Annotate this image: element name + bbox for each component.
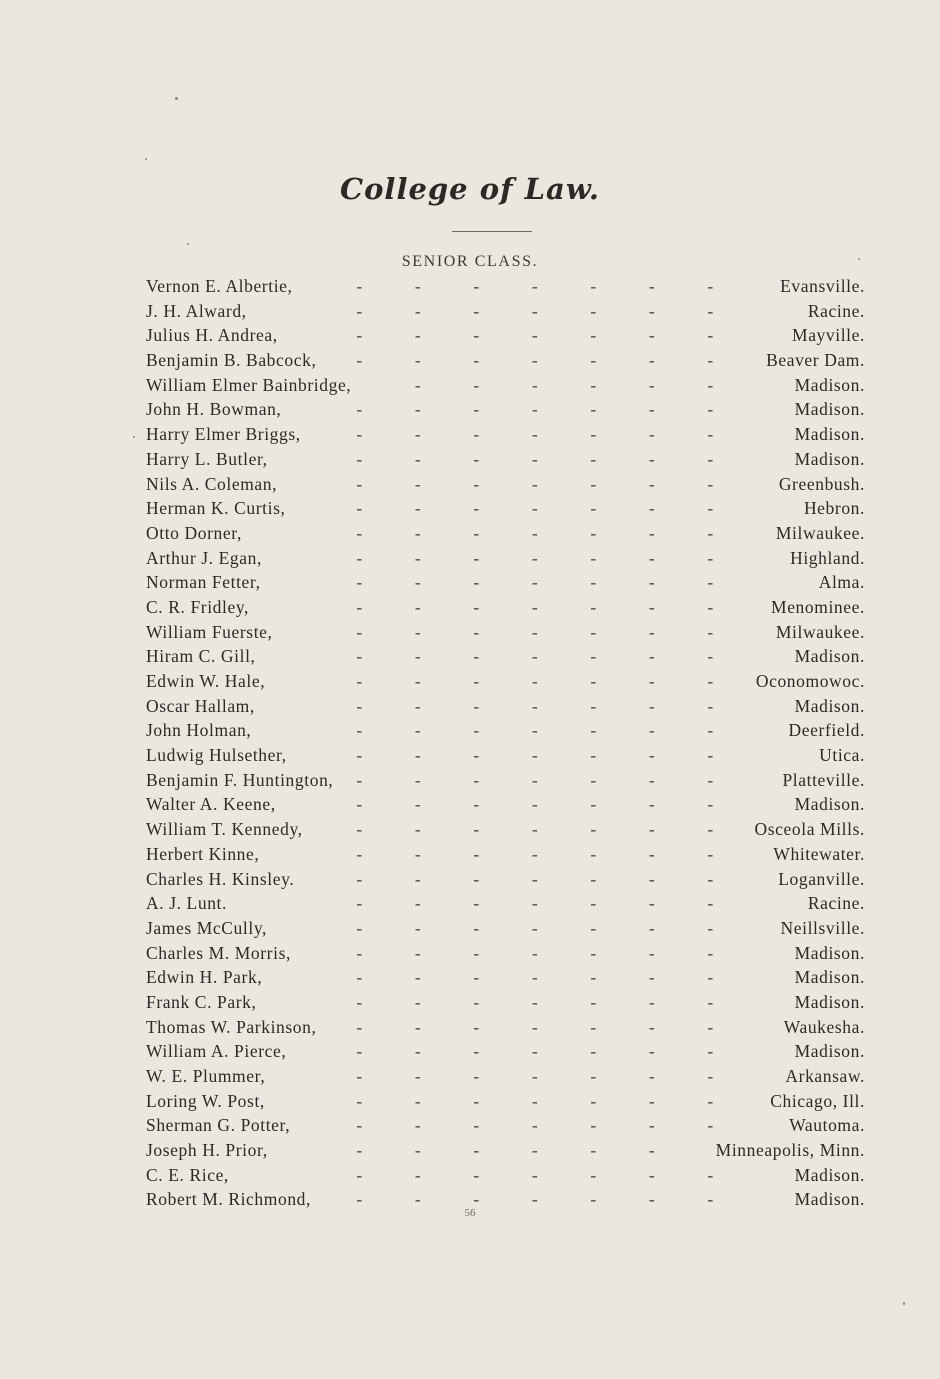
class-subheading: SENIOR CLASS. <box>401 253 539 270</box>
paper-speck <box>903 1302 905 1305</box>
student-hometown: Madison. <box>794 991 865 1012</box>
dot-leader: - - - - - - - <box>356 695 714 716</box>
student-name: Oscar Hallam, <box>146 695 255 716</box>
student-name: C. E. Rice, <box>146 1164 229 1185</box>
student-row <box>0 620 940 645</box>
dot-leader: - - - - - - - <box>356 745 714 766</box>
student-hometown: Wautoma. <box>789 1115 865 1136</box>
student-hometown: Minneapolis, Minn. <box>715 1140 865 1161</box>
student-row <box>0 965 940 990</box>
student-name: Frank C. Park, <box>146 991 257 1012</box>
student-row <box>0 323 940 348</box>
student-row <box>0 373 940 398</box>
student-hometown: Osceola Mills. <box>754 819 865 840</box>
paper-speck <box>175 97 178 100</box>
student-row <box>0 570 940 595</box>
student-name: W. E. Plummer, <box>146 1066 266 1086</box>
student-name: William T. Kennedy, <box>146 819 303 840</box>
student-name: William A. Pierce, <box>146 1041 287 1062</box>
student-name: William Fuerste, <box>146 621 273 642</box>
student-hometown: Madison. <box>794 646 865 667</box>
dot-leader: - - - - - - - <box>356 572 714 593</box>
student-name: Ludwig Hulsether, <box>146 745 287 766</box>
student-row <box>0 891 940 916</box>
paper-speck <box>858 258 860 260</box>
student-row <box>0 496 940 521</box>
dot-leader: - - - - - - - <box>356 399 714 420</box>
student-row <box>0 669 940 694</box>
student-hometown: Alma. <box>818 572 865 593</box>
dot-leader: - - - - - - - <box>356 522 714 543</box>
dot-leader: - - - - - - - <box>356 942 714 963</box>
student-name: Otto Dorner, <box>146 522 242 543</box>
dot-leader: - - - - - - - <box>356 1164 714 1185</box>
student-name: Julius H. Andrea, <box>146 325 278 346</box>
student-name: Edwin H. Park, <box>146 967 263 988</box>
student-row <box>0 1039 940 1064</box>
student-hometown: Highland. <box>790 547 865 568</box>
student-hometown: Whitewater. <box>773 843 865 864</box>
student-name: Nils A. Coleman, <box>146 473 278 494</box>
student-hometown: Madison. <box>794 399 865 420</box>
student-hometown: Deerfield. <box>788 720 865 741</box>
student-name: C. R. Fridley, <box>146 596 250 617</box>
page-heading: College of Law. <box>340 172 600 206</box>
dot-leader: - - - - - - <box>356 1140 655 1161</box>
student-name: Loring W. Post, <box>146 1090 265 1111</box>
dot-leader: - - - - - - - <box>356 350 714 371</box>
student-name: Sherman G. Potter, <box>146 1115 291 1136</box>
student-hometown: Madison. <box>794 695 865 716</box>
student-hometown: Madison. <box>794 1041 865 1062</box>
dot-leader: - - - - - - - <box>356 794 714 815</box>
student-row <box>0 274 940 299</box>
student-row <box>0 941 940 966</box>
student-row <box>0 397 940 422</box>
dot-leader: - - - - - - - <box>356 596 714 617</box>
dot-leader: - - - - - - - <box>356 1090 714 1111</box>
dot-leader: - - - - - - - <box>356 621 714 642</box>
student-row <box>0 718 940 743</box>
student-name: John Holman, <box>146 720 252 741</box>
student-name: Benjamin B. Babcock, <box>146 350 317 371</box>
student-hometown: Greenbush. <box>778 473 865 494</box>
student-row <box>0 447 940 472</box>
dot-leader: - - - - - - - <box>356 893 714 914</box>
student-hometown: Madison. <box>794 374 865 395</box>
student-hometown: Platteville. <box>782 769 865 790</box>
dot-leader: - - - - - - - <box>356 1041 714 1062</box>
dot-leader: - - - - - - - <box>356 819 714 840</box>
student-name: James McCully, <box>146 917 268 938</box>
student-hometown: Madison. <box>794 794 865 815</box>
student-hometown: Racine. <box>807 893 865 914</box>
student-row <box>0 595 940 620</box>
dot-leader: - - - - - - - <box>356 917 714 938</box>
dot-leader: - - - - - - - <box>356 424 714 445</box>
dot-leader: - - - - - - - <box>356 498 714 519</box>
student-name: Joseph H. Prior, <box>146 1140 268 1161</box>
student-name: Arthur J. Egan, <box>146 547 262 568</box>
student-row <box>0 768 940 793</box>
student-name: J. H. Alward, <box>146 300 247 321</box>
student-hometown: Waukesha. <box>783 1016 865 1037</box>
student-hometown: Loganville. <box>778 868 865 889</box>
student-hometown: Menominee. <box>771 596 865 617</box>
student-row <box>0 817 940 842</box>
page-number: 56 <box>464 1207 476 1219</box>
heading-rule <box>452 231 532 232</box>
dot-leader: - - - - - - - <box>356 671 714 691</box>
dot-leader: - - - - - - <box>414 374 714 395</box>
dot-leader: - - - - - - - <box>356 473 714 494</box>
dot-leader: - - - - - - - <box>356 276 714 296</box>
student-row <box>0 694 940 719</box>
dot-leader: - - - - - - - <box>356 843 714 864</box>
student-name: William Elmer Bainbridge, <box>146 374 352 395</box>
student-row <box>0 1089 940 1114</box>
student-name: A. J. Lunt. <box>146 893 227 914</box>
student-row <box>0 1015 940 1040</box>
student-hometown: Milwaukee. <box>775 522 865 543</box>
student-name: Vernon E. Albertie, <box>146 276 293 296</box>
dot-leader: - - - - - - - <box>356 547 714 568</box>
student-name: Benjamin F. Huntington, <box>146 769 334 790</box>
dot-leader: - - - - - - - <box>356 1189 714 1210</box>
dot-leader: - - - - - - - <box>356 646 714 667</box>
dot-leader: - - - - - - - <box>356 967 714 988</box>
student-row <box>0 472 940 497</box>
dot-leader: - - - - - - - <box>356 1115 714 1136</box>
student-row <box>0 867 940 892</box>
student-name: Norman Fetter, <box>146 572 261 593</box>
student-hometown: Hebron. <box>803 498 865 519</box>
student-row <box>0 792 940 817</box>
student-row <box>0 348 940 373</box>
student-hometown: Utica. <box>819 745 865 766</box>
student-hometown: Madison. <box>794 448 865 469</box>
dot-leader: - - - - - - - <box>356 769 714 790</box>
student-row <box>0 521 940 546</box>
student-row <box>0 842 940 867</box>
student-name: Harry Elmer Briggs, <box>146 424 301 445</box>
student-row <box>0 1113 940 1138</box>
student-hometown: Beaver Dam. <box>766 350 865 371</box>
student-hometown: Racine. <box>807 300 865 321</box>
student-hometown: Chicago, Ill. <box>770 1090 865 1111</box>
student-hometown: Neillsville. <box>780 917 865 938</box>
student-name: Charles H. Kinsley. <box>146 868 295 889</box>
student-row <box>0 916 940 941</box>
dot-leader: - - - - - - - <box>356 720 714 741</box>
student-row <box>0 743 940 768</box>
student-hometown: Mayville. <box>792 325 865 346</box>
student-row <box>0 1163 940 1188</box>
student-hometown: Evansville. <box>780 276 865 296</box>
dot-leader: - - - - - - - <box>356 868 714 889</box>
student-row <box>0 422 940 447</box>
student-name: Robert M. Richmond, <box>146 1189 312 1210</box>
student-row <box>0 644 940 669</box>
dot-leader: - - - - - - - <box>356 448 714 469</box>
student-name: Charles M. Morris, <box>146 942 291 963</box>
student-name: Herbert Kinne, <box>146 843 260 864</box>
student-hometown: Madison. <box>794 1189 865 1210</box>
student-hometown: Madison. <box>794 942 865 963</box>
student-row <box>0 1138 940 1163</box>
student-name: Harry L. Butler, <box>146 448 268 469</box>
paper-speck <box>145 158 147 160</box>
dot-leader: - - - - - - - <box>356 1016 714 1037</box>
student-name: Thomas W. Parkinson, <box>146 1016 317 1037</box>
student-list <box>0 274 940 1212</box>
dot-leader: - - - - - - - <box>356 325 714 346</box>
dot-leader: - - - - - - - <box>356 1066 714 1086</box>
paper-speck <box>133 436 135 438</box>
student-name: John H. Bowman, <box>146 399 282 420</box>
student-name: Hiram C. Gill, <box>146 646 256 667</box>
student-name: Herman K. Curtis, <box>146 498 286 519</box>
student-hometown: Oconomowoc. <box>755 671 865 691</box>
student-row <box>0 990 940 1015</box>
student-name: Edwin W. Hale, <box>146 671 266 691</box>
student-hometown: Madison. <box>794 1164 865 1185</box>
student-hometown: Milwaukee. <box>775 621 865 642</box>
paper-speck <box>187 243 189 245</box>
student-row <box>0 546 940 571</box>
student-name: Walter A. Keene, <box>146 794 276 815</box>
student-hometown: Madison. <box>794 424 865 445</box>
dot-leader: - - - - - - - <box>356 991 714 1012</box>
student-hometown: Madison. <box>794 967 865 988</box>
student-row <box>0 299 940 324</box>
student-row <box>0 1064 940 1089</box>
student-hometown: Arkansaw. <box>785 1066 865 1086</box>
dot-leader: - - - - - - - <box>356 300 714 321</box>
